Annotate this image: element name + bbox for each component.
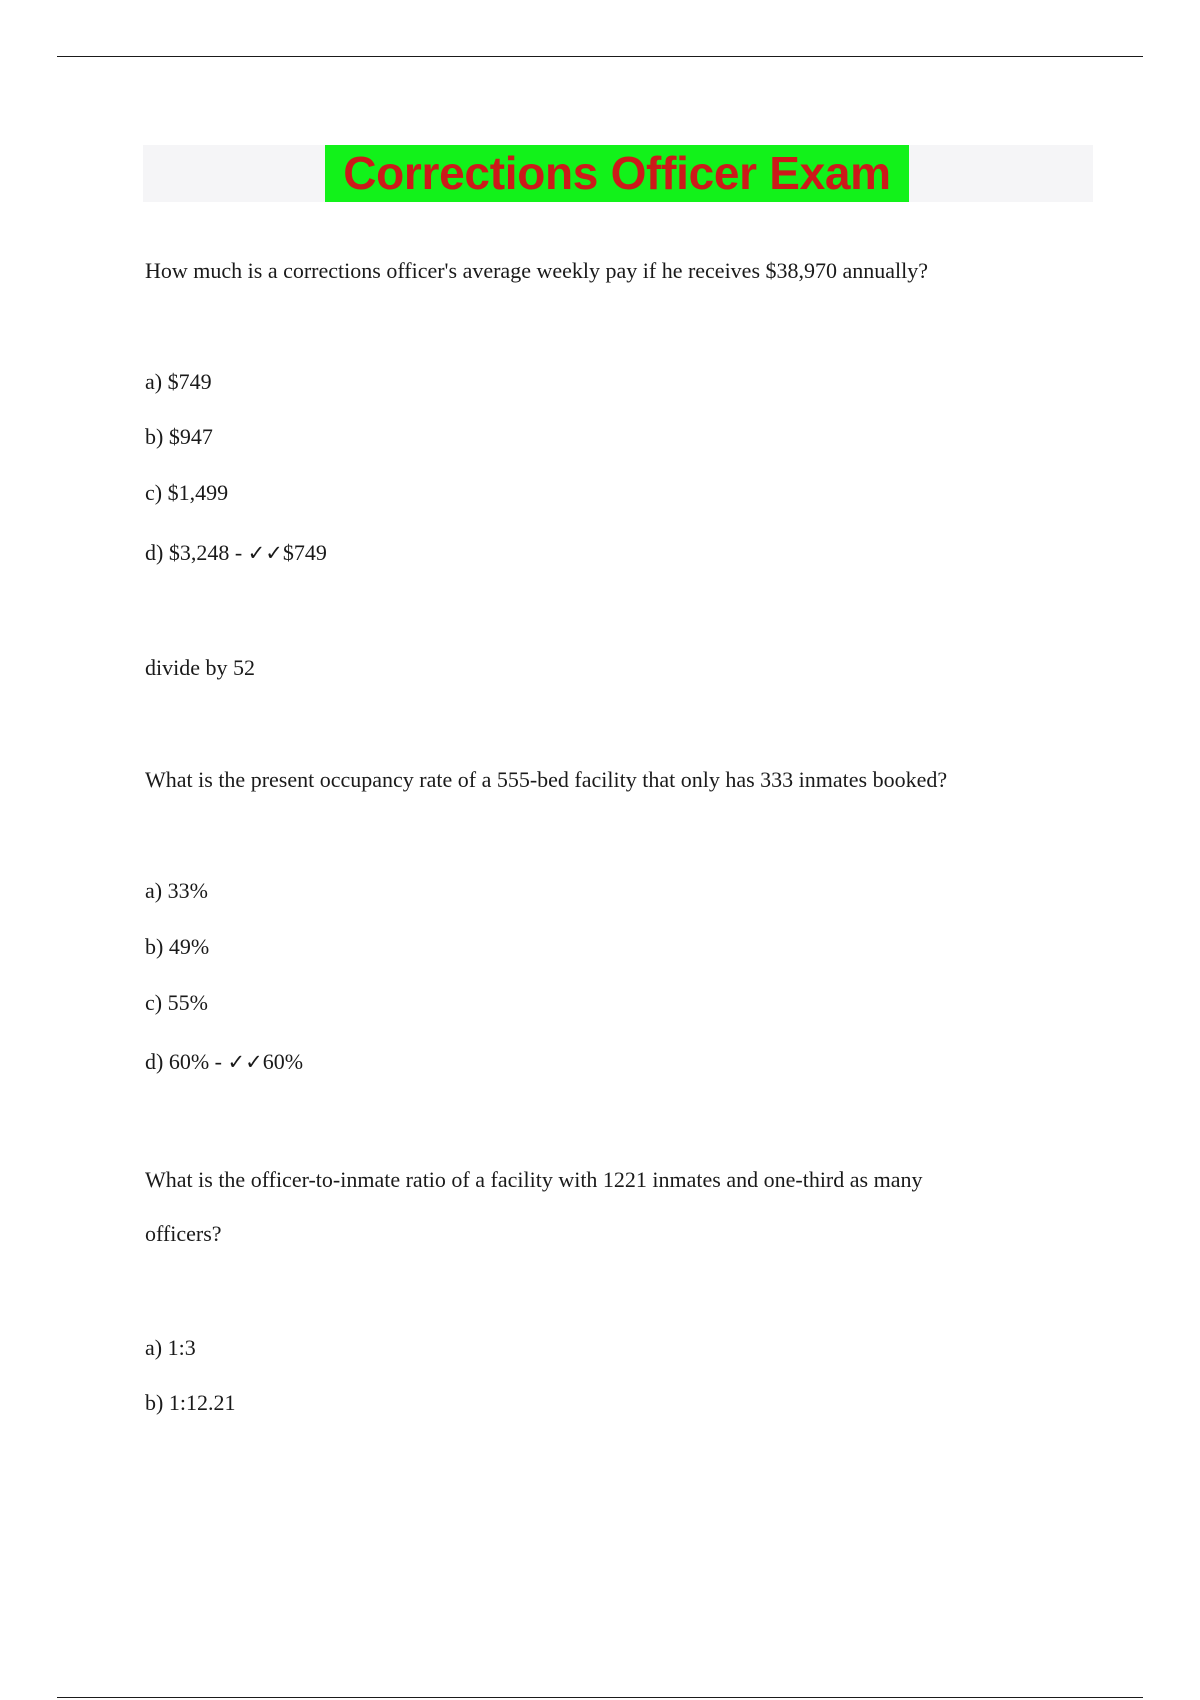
question-1-option-b: b) $947: [145, 424, 213, 449]
question-1-option-d: d) $3,248 -: [145, 540, 248, 565]
question-2-option-c: c) 55%: [145, 990, 208, 1015]
header-rule: [57, 56, 1143, 57]
footer-rule: [57, 1697, 1143, 1698]
question-2-prompt: What is the present occupancy rate of a 555-bed facility that only has 333 inmates booked?: [145, 767, 948, 792]
question-2-answer: 60%: [262, 1049, 304, 1074]
document-title: Corrections Officer Exam: [343, 147, 891, 199]
question-3-prompt-line-2: officers?: [145, 1221, 222, 1246]
title-highlight: [325, 145, 909, 202]
question-2-option-a: a) 33%: [145, 878, 208, 903]
question-1-option-c: c) $1,499: [145, 480, 229, 505]
question-1-explanation: divide by 52: [145, 655, 255, 680]
question-3-option-b: b) 1:12.21: [145, 1390, 236, 1415]
question-1-answer: $749: [282, 540, 327, 565]
question-1-prompt: How much is a corrections officer's average weekly pay if he receives $38,970 annually?: [145, 258, 929, 283]
question-2-option-d: d) 60% -: [145, 1049, 228, 1074]
check-mark-icon: ✓✓: [227, 1050, 263, 1074]
question-3-option-a: a) 1:3: [145, 1335, 196, 1360]
question-2-option-b: b) 49%: [145, 934, 210, 959]
question-1-option-a: a) $749: [145, 369, 212, 394]
question-1-option-d-with-answer: [145, 539, 327, 567]
question-2-option-d-with-answer: [145, 1048, 303, 1076]
check-mark-icon: ✓✓: [247, 541, 283, 565]
question-3-prompt-line-1: What is the officer-to-inmate ratio of a facility with 1221 inmates and one-third as many: [145, 1167, 923, 1192]
